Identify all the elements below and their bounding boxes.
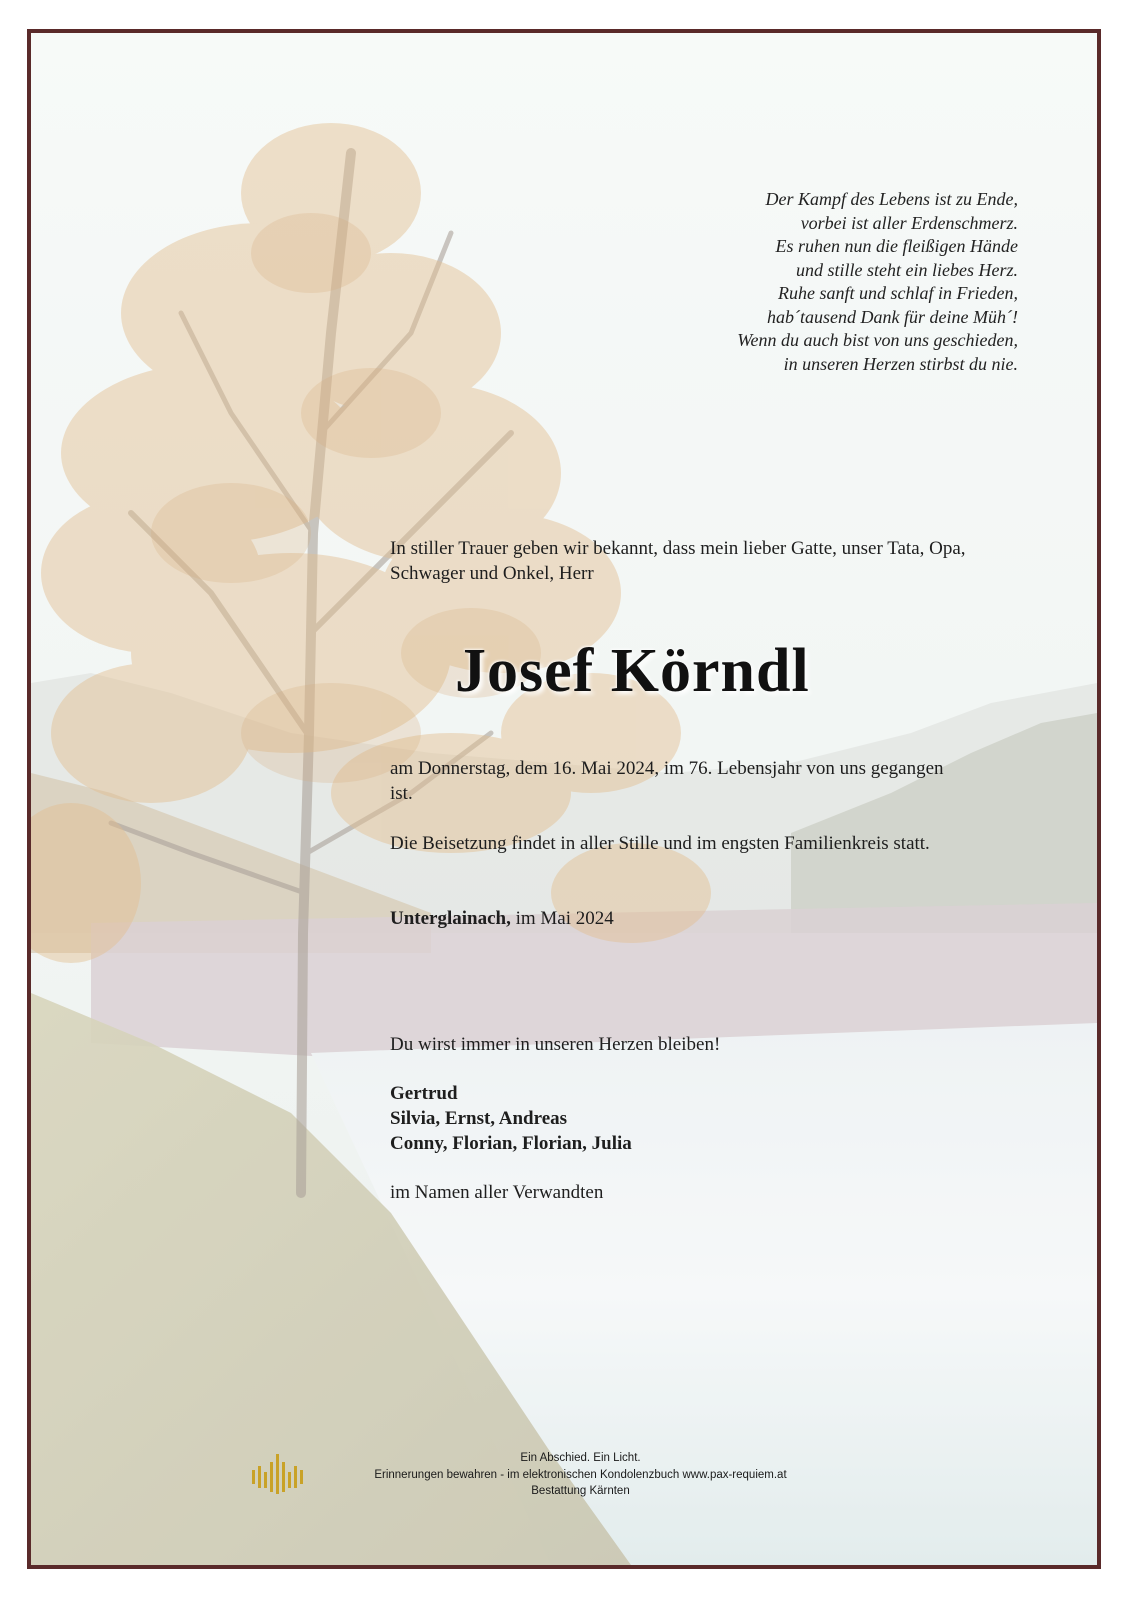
footer-company: Bestattung Kärnten [531, 1485, 630, 1497]
poem-line: vorbei ist aller Erdenschmerz. [800, 212, 1018, 233]
family-line: Conny, Florian, Florian, Julia [390, 1133, 632, 1154]
poem-line: und stille steht ein liebes Herz. [796, 259, 1018, 280]
footer-slogan: Ein Abschied. Ein Licht. [520, 1452, 641, 1464]
death-notice: am Donnerstag, dem 16. Mai 2024, im 76. Lebensjahr von uns gegangen ist. [390, 758, 944, 804]
family-names [390, 1081, 970, 1156]
place-and-date [390, 906, 970, 931]
place-name: Unterglainach, [390, 908, 511, 929]
memorial-motto: Du wirst immer in unseren Herzen bleiben! [390, 1034, 721, 1055]
family-line: Silvia, Ernst, Andreas [390, 1108, 568, 1129]
funeral-notice: Die Beisetzung findet in aller Stille und im engsten Familienkreis statt. [390, 833, 930, 854]
relatives-note: im Namen aller Verwandten [390, 1182, 604, 1203]
notice-date: im Mai 2024 [510, 908, 614, 929]
poem-line: Es ruhen nun die fleißigen Hände [775, 236, 1018, 256]
poem-line: Ruhe sanft und schlaf in Frieden, [778, 283, 1018, 303]
poem-line: Der Kampf des Lebens ist zu Ende, [765, 189, 1018, 209]
deceased-name: Josef Körndl [455, 637, 810, 705]
poem-line: in unseren Herzen stirbst du nie. [783, 353, 1018, 374]
family-line: Gertrud [390, 1083, 458, 1104]
footer [0, 1450, 1131, 1500]
memorial-poem [737, 188, 1018, 376]
poem-line: Wenn du auch bist von uns geschieden, [737, 330, 1018, 350]
announcement-intro: In stiller Trauer geben wir bekannt, dass mein lieber Gatte, unser Tata, Opa, Schwager und Onkel, Herr [390, 538, 966, 584]
footer-condolence-link[interactable]: Erinnerungen bewahren - im elektronischen Kondolenzbuch www.pax-requiem.at [374, 1468, 787, 1481]
poem-line: hab´tausend Dank für deine Müh´! [767, 306, 1018, 327]
